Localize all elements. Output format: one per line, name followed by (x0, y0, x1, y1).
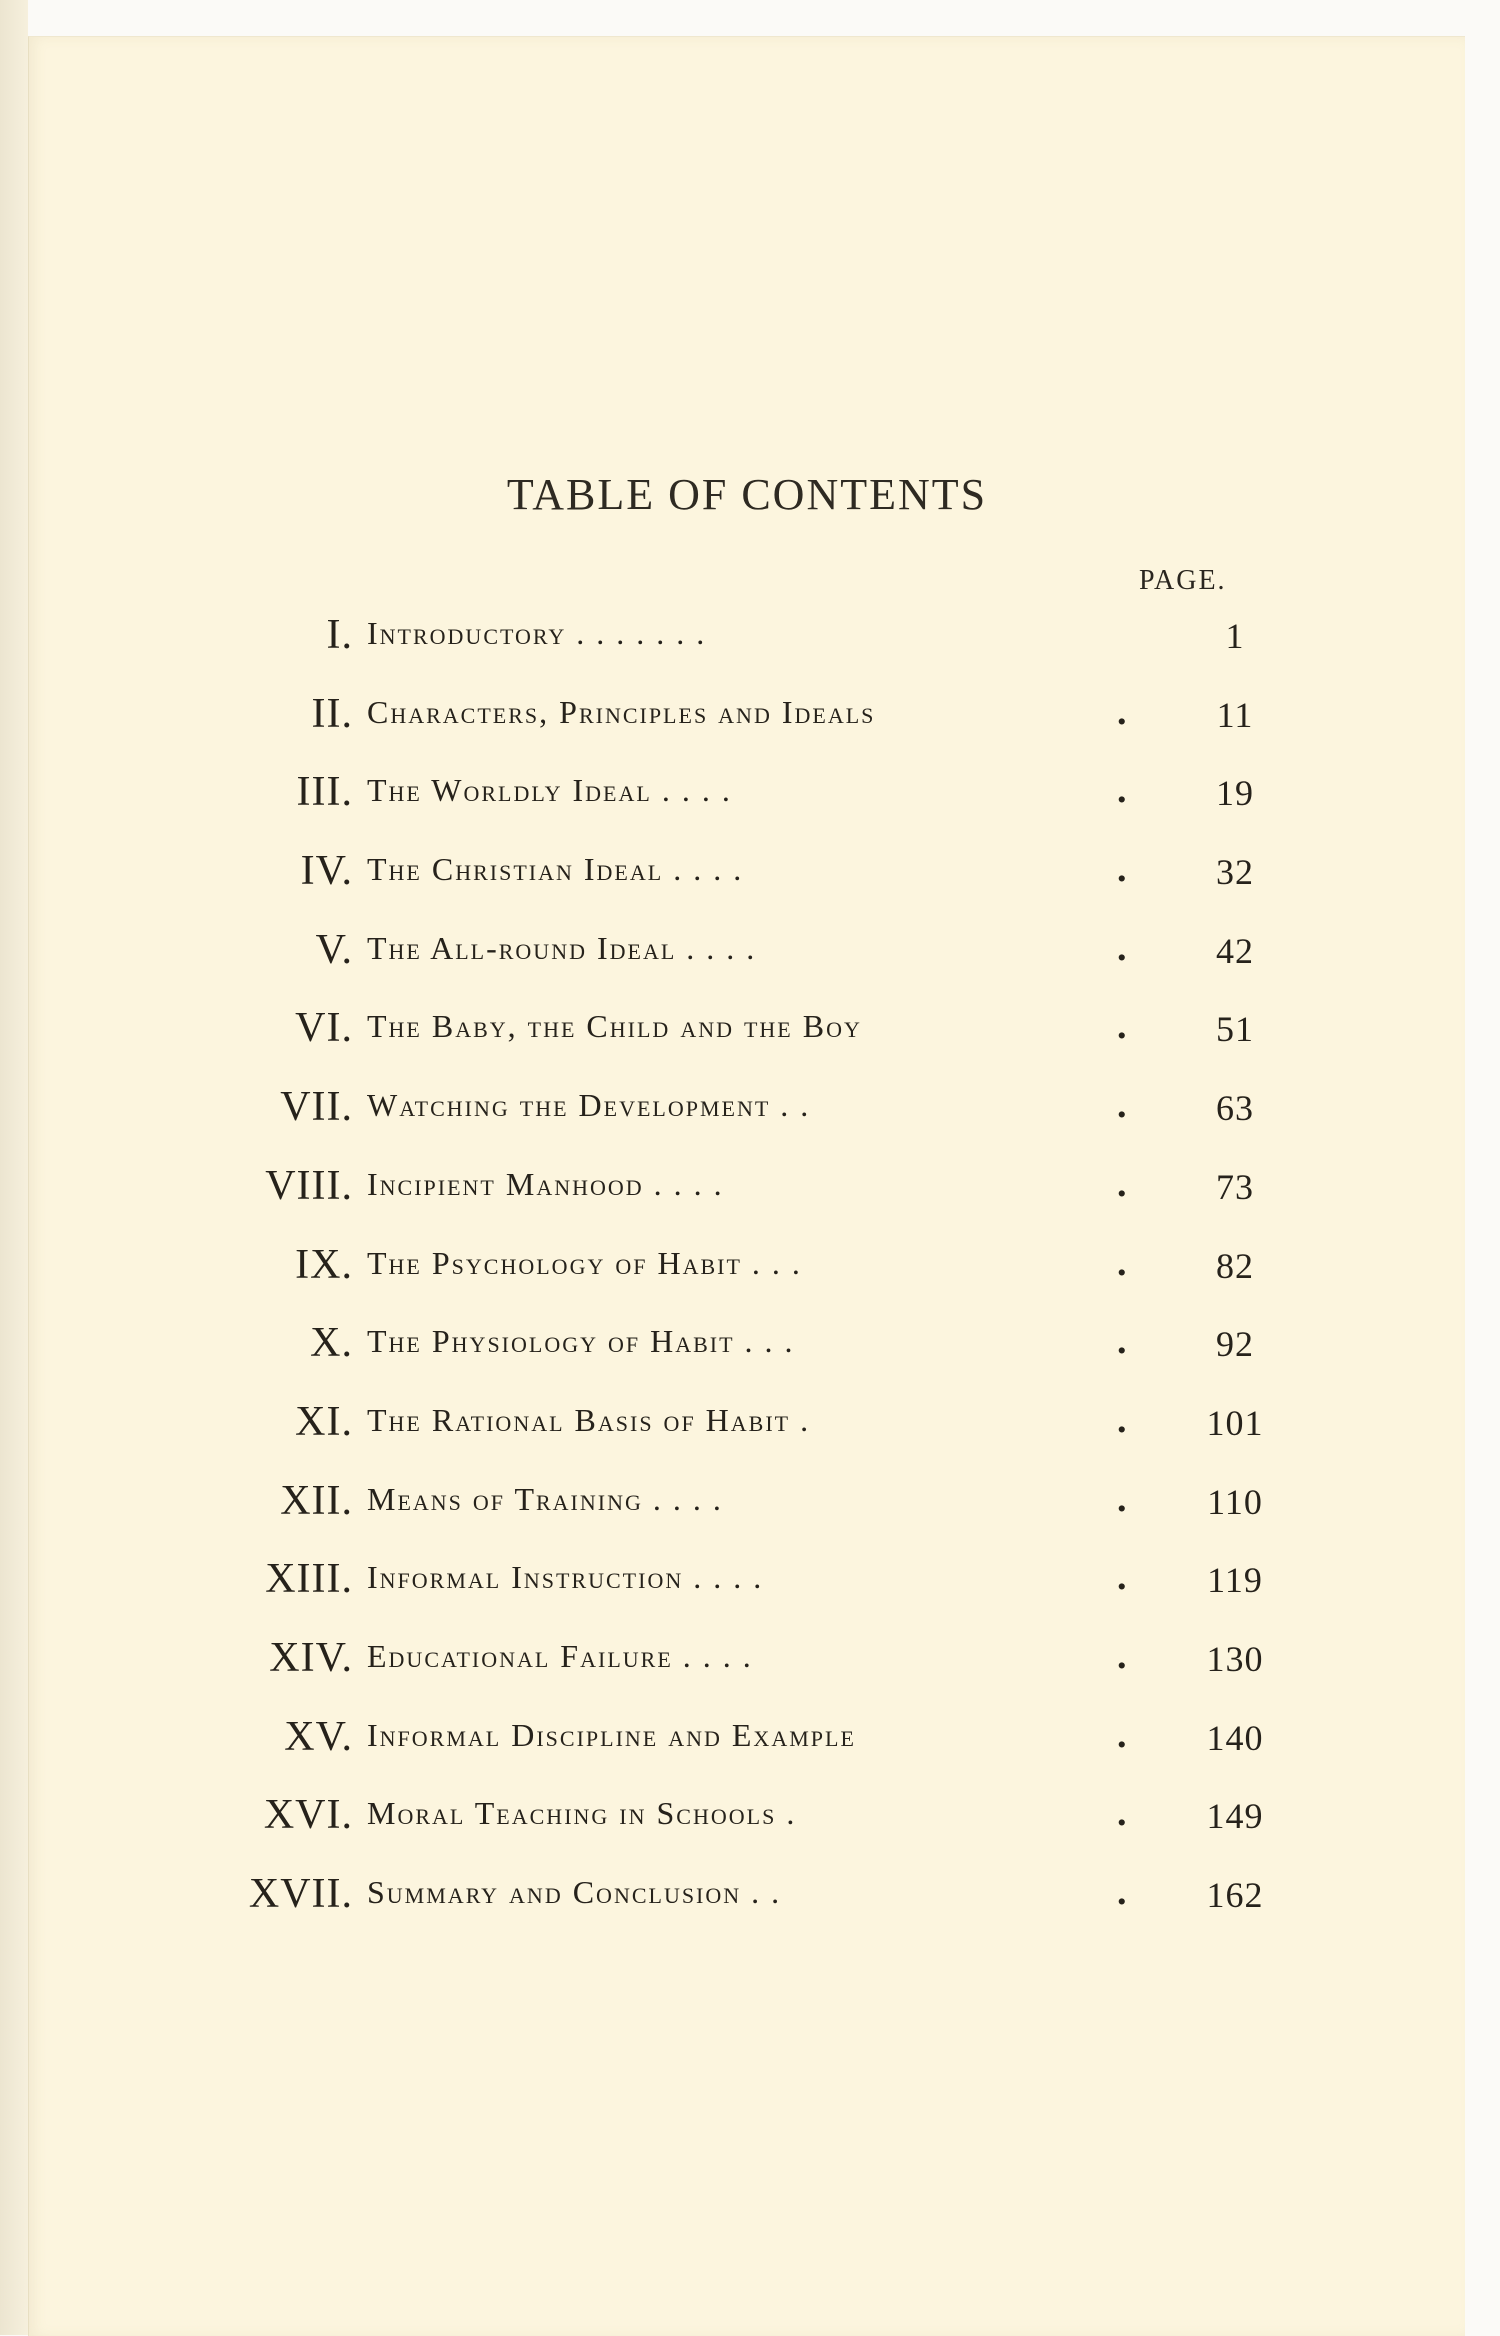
chapter-number: XV. (284, 1713, 353, 1760)
contents-entry (29, 841, 1465, 920)
chapter-page: 101 (1206, 1402, 1264, 1443)
chapter-page: 140 (1206, 1717, 1264, 1758)
leader-dot: . (1117, 1084, 1127, 1127)
chapter-title: Informal Discipline and Example (367, 1716, 856, 1753)
chapter-page: 42 (1216, 930, 1254, 971)
chapter-page: 63 (1216, 1088, 1254, 1129)
leader-dot: . (1117, 1634, 1127, 1677)
contents-entry (29, 1077, 1465, 1156)
facing-page-bleed-text (2, 230, 26, 1030)
chapter-page: 162 (1206, 1875, 1264, 1915)
contents-entry (29, 684, 1465, 763)
leader-dot: . (1117, 690, 1127, 733)
contents-entry (29, 1392, 1465, 1471)
contents-list (29, 605, 1465, 1943)
chapter-number: I. (326, 612, 353, 658)
contents-entry (29, 605, 1465, 684)
contents-entry (29, 1471, 1465, 1550)
leader-dot: . (1117, 1792, 1127, 1835)
leader-dot: . (1117, 1320, 1127, 1363)
chapter-title: The Christian Ideal . . . . (367, 851, 744, 888)
chapter-page: 19 (1216, 773, 1254, 814)
page-column-label: PAGE. (1139, 565, 1227, 596)
chapter-page: 73 (1216, 1166, 1254, 1207)
chapter-number: VII. (280, 1084, 353, 1131)
chapter-title: Watching the Development . . (367, 1087, 811, 1124)
chapter-title: Characters, Principles and Ideals (367, 693, 876, 730)
chapter-title: The Worldly Ideal . . . . (367, 772, 732, 809)
chapter-title: The Physiology of Habit . . . (367, 1323, 795, 1360)
contents-entry (29, 920, 1465, 999)
chapter-title: The Rational Basis of Habit . (367, 1401, 811, 1438)
chapter-title: Educational Failure . . . . (367, 1637, 753, 1674)
chapter-title: The Baby, the Child and the Boy (367, 1008, 862, 1045)
chapter-number: XI. (295, 1398, 353, 1445)
leader-dot: . (1117, 1398, 1127, 1441)
chapter-title: Introductory . . . . . . . (367, 615, 707, 651)
chapter-number: VI. (295, 1005, 353, 1052)
contents-entry (29, 998, 1465, 1077)
chapter-title: Moral Teaching in Schools . (367, 1795, 797, 1832)
chapter-number: XVI. (263, 1792, 353, 1839)
chapter-page: 11 (1216, 694, 1254, 735)
leader-dot: . (1117, 848, 1127, 891)
chapter-number: V. (315, 926, 353, 973)
chapter-page: 82 (1216, 1245, 1254, 1286)
contents-entry (29, 1235, 1465, 1314)
chapter-number: III. (296, 769, 353, 816)
chapter-title: Incipient Manhood . . . . (367, 1165, 724, 1202)
contents-entry (29, 1156, 1465, 1235)
leader-dot: . (1117, 926, 1127, 969)
leader-dot: . (1117, 769, 1127, 812)
leader-dot: . (1117, 1005, 1127, 1048)
chapter-title: Summary and Conclusion . . (367, 1874, 782, 1910)
chapter-number: IX. (295, 1241, 353, 1288)
leader-dot: . (1117, 1556, 1127, 1599)
contents-entry (29, 1785, 1465, 1864)
chapter-number: X. (310, 1320, 353, 1367)
chapter-title: The Psychology of Habit . . . (367, 1244, 802, 1281)
chapter-number: XIV. (269, 1634, 353, 1681)
chapter-page: 130 (1206, 1638, 1264, 1679)
chapter-page: 110 (1207, 1481, 1263, 1522)
contents-entry (29, 1628, 1465, 1707)
leader-dot: . (1117, 1162, 1127, 1205)
chapter-number: II. (311, 690, 353, 737)
leader-dot: . (1117, 1713, 1127, 1756)
chapter-page: 51 (1216, 1009, 1254, 1050)
chapter-number: VIII. (265, 1162, 353, 1209)
contents-entry (29, 762, 1465, 841)
chapter-number: XIII. (265, 1556, 353, 1603)
chapter-number: XVII. (248, 1871, 353, 1917)
chapter-page: 1 (1225, 616, 1245, 656)
leader-dot: . (1117, 1871, 1127, 1913)
chapter-title: Means of Training . . . . (367, 1480, 723, 1517)
chapter-title: Informal Instruction . . . . (367, 1559, 764, 1596)
chapter-number: XII. (280, 1477, 353, 1524)
book-page (28, 36, 1465, 2336)
chapter-page: 119 (1207, 1560, 1263, 1601)
contents-entry (29, 1313, 1465, 1392)
chapter-number: IV. (300, 848, 353, 895)
chapter-page: 32 (1216, 852, 1254, 893)
contents-entry (29, 1864, 1465, 1943)
facing-page-edge (0, 0, 28, 2335)
chapter-page: 92 (1216, 1324, 1254, 1365)
chapter-page: 149 (1206, 1796, 1264, 1837)
contents-entry (29, 1707, 1465, 1786)
chapter-title: The All-round Ideal . . . . (367, 929, 757, 966)
page-title: TABLE OF CONTENTS (506, 470, 988, 519)
leader-dot: . (1117, 1241, 1127, 1284)
leader-dot: . (1117, 1477, 1127, 1520)
contents-entry (29, 1549, 1465, 1628)
